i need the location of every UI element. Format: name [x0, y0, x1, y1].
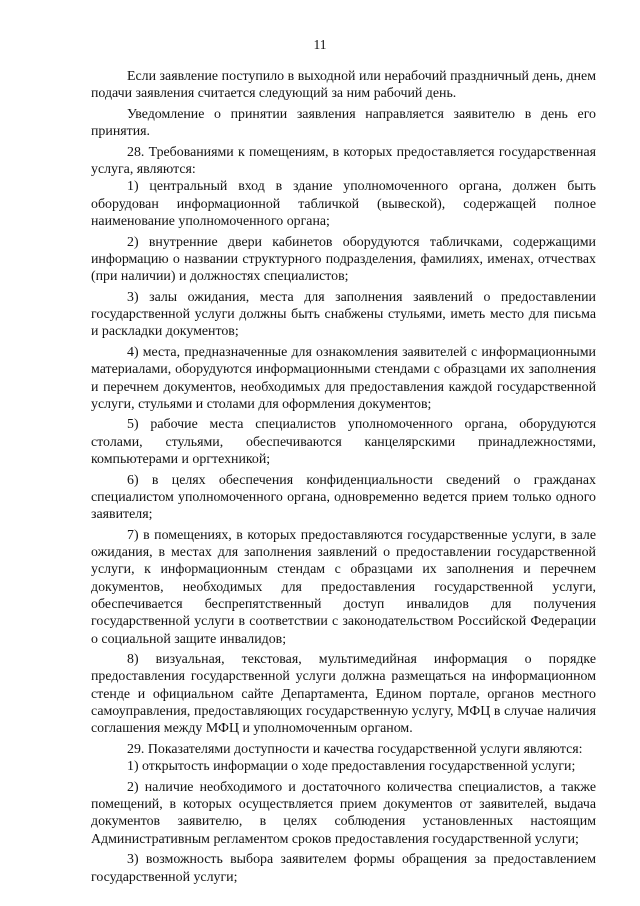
paragraph-acceptance-notice: Уведомление о принятии заявления направляется заявителю в день его принятия. — [91, 106, 596, 140]
list-item-28-4: 4) места, предназначенные для ознакомления заявителей с информационными материалами, оборудуются информационными стендами с образцами их заполнения и перечнем документов, необходимых для предоставления каждой государственной услуги, стульями и столами для оформления документов; — [91, 344, 596, 412]
list-item-28-7: 7) в помещениях, в которых предоставляются государственные услуги, в зале ожидания, в местах для заполнения заявлений о предоставлении государственной услуги, к информационным стендам с образцами их заполнения и перечнем документов, необходимых для предоставления государственной услуги, обеспечивается беспрепятственный доступ инвалидов для получения государственной услуги в соответствии с законодательством Российской Федерации о социальной защите инвалидов; — [91, 527, 596, 647]
list-item-28-8: 8) визуальная, текстовая, мультимедийная информация о порядке предоставления государственной услуги должна размещаться на информационном стенде и официальном сайте Департамента, Едином портале, органов местного самоуправления, предоставляющих государственную услугу, МФЦ в случае наличия соглашения между МФЦ и уполномоченным органом. — [91, 652, 596, 737]
paragraph-holiday-filing: Если заявление поступило в выходной или нерабочий праздничный день, днем подачи заявления считается следующий за ним рабочий день. — [91, 69, 596, 102]
page-number: 11 — [313, 37, 327, 52]
list-item-28-5: 5) рабочие места специалистов уполномоченного органа, оборудуются столами, стульями, обеспечиваются канцелярскими принадлежностями, компьютерами и оргтехникой; — [91, 417, 596, 468]
list-item-28-3: 3) залы ожидания, места для заполнения заявлений о предоставлении государственной услуги должны быть снабжены стульями, иметь место для письма и раскладки документов; — [91, 289, 596, 340]
list-item-28-2: 2) внутренние двери кабинетов оборудуются табличками, содержащими информацию о названии структурного подразделения, фамилиях, именах, отчествах (при наличии) и должностях специалистов; — [91, 234, 596, 285]
list-item-29-1: 1) открытость информации о ходе предоставления государственной услуги; — [127, 759, 576, 775]
list-item-29-3: 3) возможность выбора заявителем формы обращения за предоставлением государственной услуги; — [91, 852, 596, 885]
list-item-28-1: 1) центральный вход в здание уполномоченного органа, должен быть оборудован информационной табличкой (вывеской), содержащей полное наименование уполномоченного органа; — [91, 179, 596, 229]
paragraph-29-accessibility-indicators: 29. Показателями доступности и качества государственной услуги являются: — [127, 741, 583, 757]
paragraph-28-premises-requirements: 28. Требованиями к помещениям, в которых предоставляется государственная услуга, являются: — [91, 144, 596, 178]
document-body — [91, 68, 596, 889]
list-item-29-2: 2) наличие необходимого и достаточного количества специалистов, а также помещений, в которых осуществляется прием документов от заявителей, выдача документов заявителю, в целях соблюдения установленных настоящим Административным регламентом сроков предоставления государственной услуги; — [91, 779, 596, 847]
list-item-28-6: 6) в целях обеспечения конфиденциальности сведений о гражданах специалистом уполномоченного органа, одновременно ведется прием только одного заявителя; — [91, 472, 596, 523]
